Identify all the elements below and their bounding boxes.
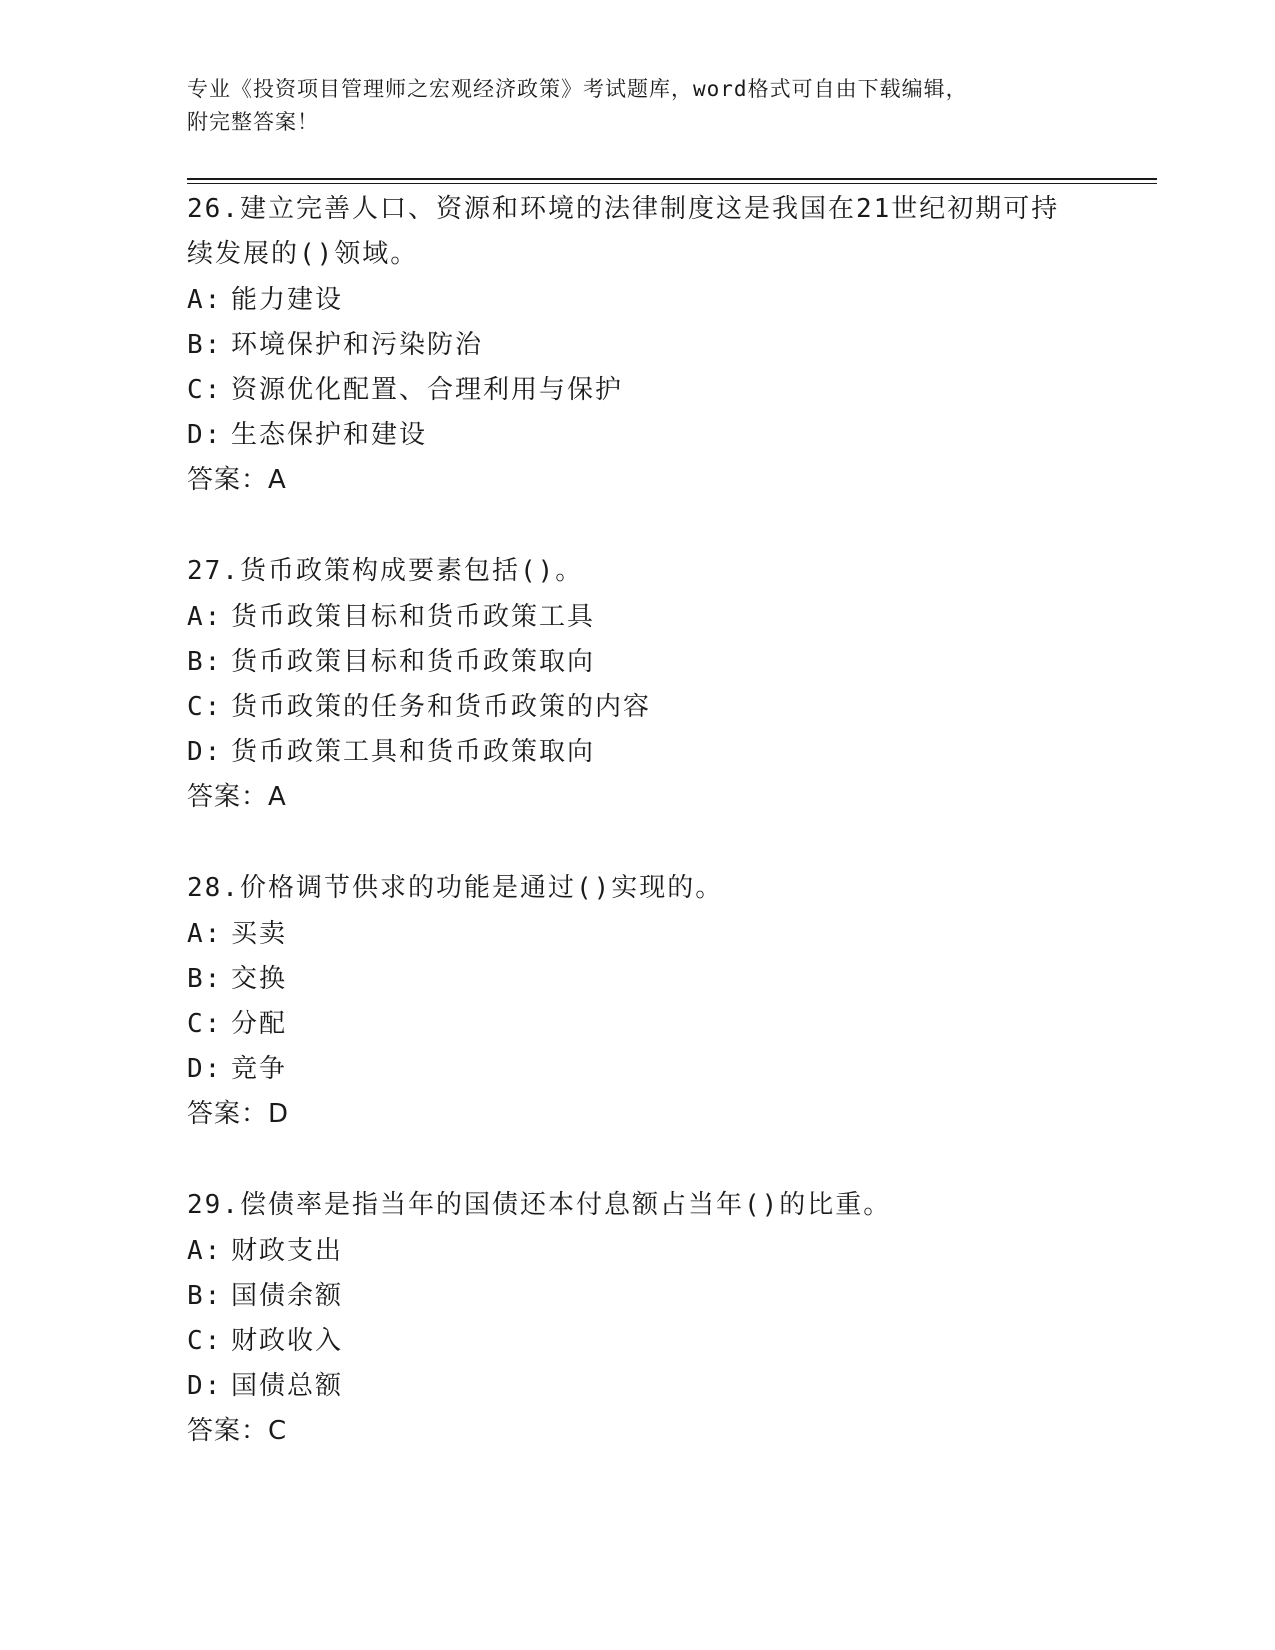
answer-line <box>187 1092 1067 1137</box>
option-letter: D: <box>187 420 223 450</box>
document-page <box>187 0 1157 1650</box>
option-a <box>187 912 1067 957</box>
option-letter: A: <box>187 919 223 949</box>
answer-line <box>187 458 1067 503</box>
answer-value: C <box>268 1416 288 1446</box>
option-b <box>187 957 1067 1002</box>
option-letter: C: <box>187 1009 223 1039</box>
option-text: 生态保护和建设 <box>231 420 428 450</box>
question-28 <box>187 866 1067 1137</box>
option-text: 货币政策目标和货币政策工具 <box>231 602 596 632</box>
option-text: 交换 <box>231 964 288 994</box>
option-letter: A: <box>187 1236 223 1266</box>
option-text: 财政收入 <box>231 1326 344 1356</box>
header-divider-thick <box>187 178 1157 180</box>
option-d <box>187 413 1067 458</box>
answer-value: A <box>268 465 287 495</box>
option-letter: C: <box>187 1326 223 1356</box>
option-letter: A: <box>187 602 223 632</box>
header-line-1: 专业《投资项目管理师之宏观经济政策》考试题库，word格式可自由下载编辑， <box>187 77 968 101</box>
option-text: 环境保护和污染防治 <box>231 330 484 360</box>
question-stem: 29.偿债率是指当年的国债还本付息额占当年()的比重。 <box>187 1190 892 1220</box>
answer-label: 答案： <box>187 1416 269 1446</box>
option-c <box>187 1002 1067 1047</box>
option-text: 国债总额 <box>231 1371 344 1401</box>
option-text: 货币政策目标和货币政策取向 <box>231 647 596 677</box>
header-divider-thin <box>187 183 1157 184</box>
answer-label: 答案： <box>187 1099 269 1129</box>
question-list <box>187 187 1067 1500</box>
option-letter: B: <box>187 1281 223 1311</box>
option-letter: B: <box>187 647 223 677</box>
answer-line <box>187 775 1067 820</box>
option-text: 竞争 <box>231 1054 288 1084</box>
option-b <box>187 1274 1067 1319</box>
option-d <box>187 1364 1067 1409</box>
option-c <box>187 685 1067 730</box>
option-d <box>187 1047 1067 1092</box>
option-text: 分配 <box>231 1009 288 1039</box>
option-a <box>187 278 1067 323</box>
answer-line <box>187 1409 1067 1454</box>
option-letter: D: <box>187 737 223 767</box>
option-letter: C: <box>187 375 223 405</box>
option-text: 财政支出 <box>231 1236 344 1266</box>
answer-label: 答案： <box>187 782 269 812</box>
option-b <box>187 640 1067 685</box>
option-d <box>187 730 1067 775</box>
answer-label: 答案： <box>187 465 269 495</box>
question-stem: 28.价格调节供求的功能是通过()实现的。 <box>187 873 724 903</box>
option-text: 能力建设 <box>231 285 344 315</box>
option-b <box>187 323 1067 368</box>
option-c <box>187 1319 1067 1364</box>
answer-value: D <box>268 1099 290 1129</box>
question-27 <box>187 549 1067 820</box>
option-letter: C: <box>187 692 223 722</box>
option-letter: B: <box>187 964 223 994</box>
option-text: 买卖 <box>231 919 288 949</box>
option-letter: A: <box>187 285 223 315</box>
option-letter: D: <box>187 1371 223 1401</box>
option-text: 货币政策工具和货币政策取向 <box>231 737 596 767</box>
option-letter: B: <box>187 330 223 360</box>
option-a <box>187 1229 1067 1274</box>
option-a <box>187 595 1067 640</box>
document-header <box>187 73 1067 139</box>
question-26 <box>187 187 1067 503</box>
question-29 <box>187 1183 1067 1454</box>
option-text: 货币政策的任务和货币政策的内容 <box>231 692 652 722</box>
option-text: 国债余额 <box>231 1281 344 1311</box>
header-line-2: 附完整答案！ <box>187 110 319 134</box>
question-stem: 27.货币政策构成要素包括()。 <box>187 556 584 586</box>
option-c <box>187 368 1067 413</box>
option-letter: D: <box>187 1054 223 1084</box>
question-stem: 26.建立完善人口、资源和环境的法律制度这是我国在21世纪初期可持续发展的()领域。 <box>187 194 1060 269</box>
answer-value: A <box>268 782 287 812</box>
option-text: 资源优化配置、合理利用与保护 <box>231 375 624 405</box>
